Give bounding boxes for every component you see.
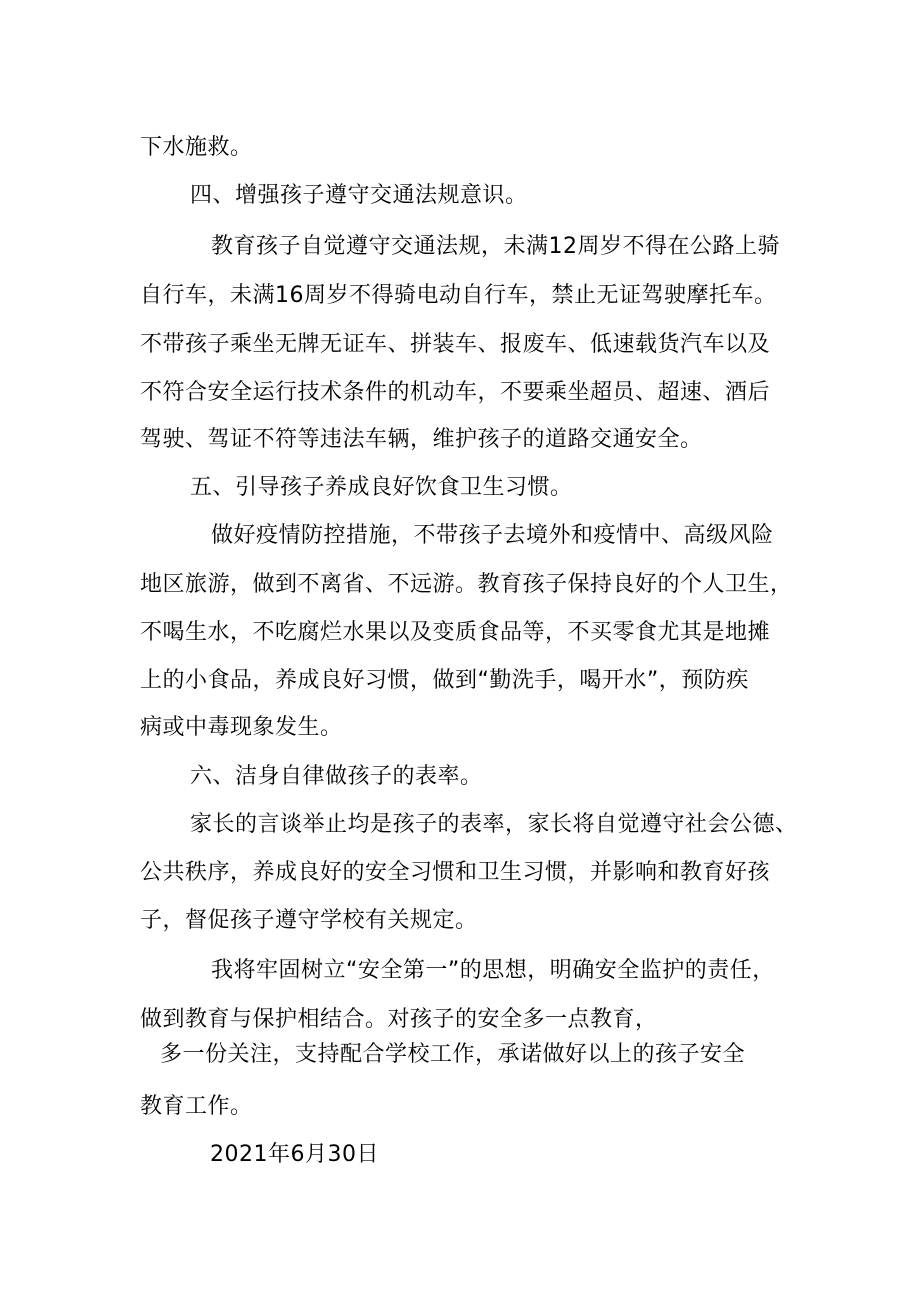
text-line-11: 不喝生水，不吃腐烂水果以及变质食品等，不买零食尤其是地摊 bbox=[140, 620, 771, 645]
section-heading-4: 四、增强孩子遵守交通法规意识。 bbox=[190, 183, 528, 208]
text-line-4: 自行车，未满16周岁不得骑电动自行车，禁止无证驾驶摩托车。 bbox=[140, 283, 777, 308]
text-line-3: 教育孩子自觉遵守交通法规，未满12周岁不得在公路上骑 bbox=[211, 234, 780, 259]
section-heading-5: 五、引导孩子养成良好饮食卫生习惯。 bbox=[190, 475, 573, 500]
text-line-9: 做好疫情防控措施，不带孩子去境外和疫情中、高级风险 bbox=[211, 523, 774, 548]
text-line-1: 下水施救。 bbox=[140, 135, 253, 160]
text-line-20: 多一份关注，支持配合学校工作，承诺做好以上的孩子安全 bbox=[160, 1042, 746, 1067]
text-line-19: 做到教育与保护相结合。对孩子的安全多一点教育， bbox=[140, 1007, 658, 1032]
text-line-6: 不符合安全运行技术条件的机动车，不要乘坐超员、超速、酒后 bbox=[140, 380, 771, 405]
text-line-17: 子，督促孩子遵守学校有关规定。 bbox=[140, 908, 478, 933]
text-line-5: 不带孩子乘坐无牌无证车、拼装车、报废车、低速载货汽车以及 bbox=[140, 332, 771, 357]
text-line-7: 驾驶、驾证不符等违法车辆，维护孩子的道路交通安全。 bbox=[140, 427, 703, 452]
text-line-21: 教育工作。 bbox=[140, 1094, 253, 1119]
document-date: 2021年6月30日 bbox=[210, 1142, 379, 1167]
text-line-12: 上的小食品，养成良好习惯，做到“勤洗手，喝开水”，预防疾 bbox=[140, 668, 749, 693]
text-line-13: 病或中毒现象发生。 bbox=[140, 715, 343, 740]
text-line-15: 家长的言谈举止均是孩子的表率，家长将自觉遵守社会公德、 bbox=[190, 812, 798, 837]
text-line-16: 公共秩序，养成良好的安全习惯和卫生习惯，并影响和教育好孩 bbox=[140, 860, 771, 885]
text-line-18: 我将牢固树立“安全第一”的思想，明确安全监护的责任， bbox=[211, 958, 775, 983]
text-line-10: 地区旅游，做到不离省、不远游。教育孩子保持良好的个人卫生， bbox=[140, 572, 793, 597]
section-heading-6: 六、洁身自律做孩子的表率。 bbox=[190, 764, 483, 789]
